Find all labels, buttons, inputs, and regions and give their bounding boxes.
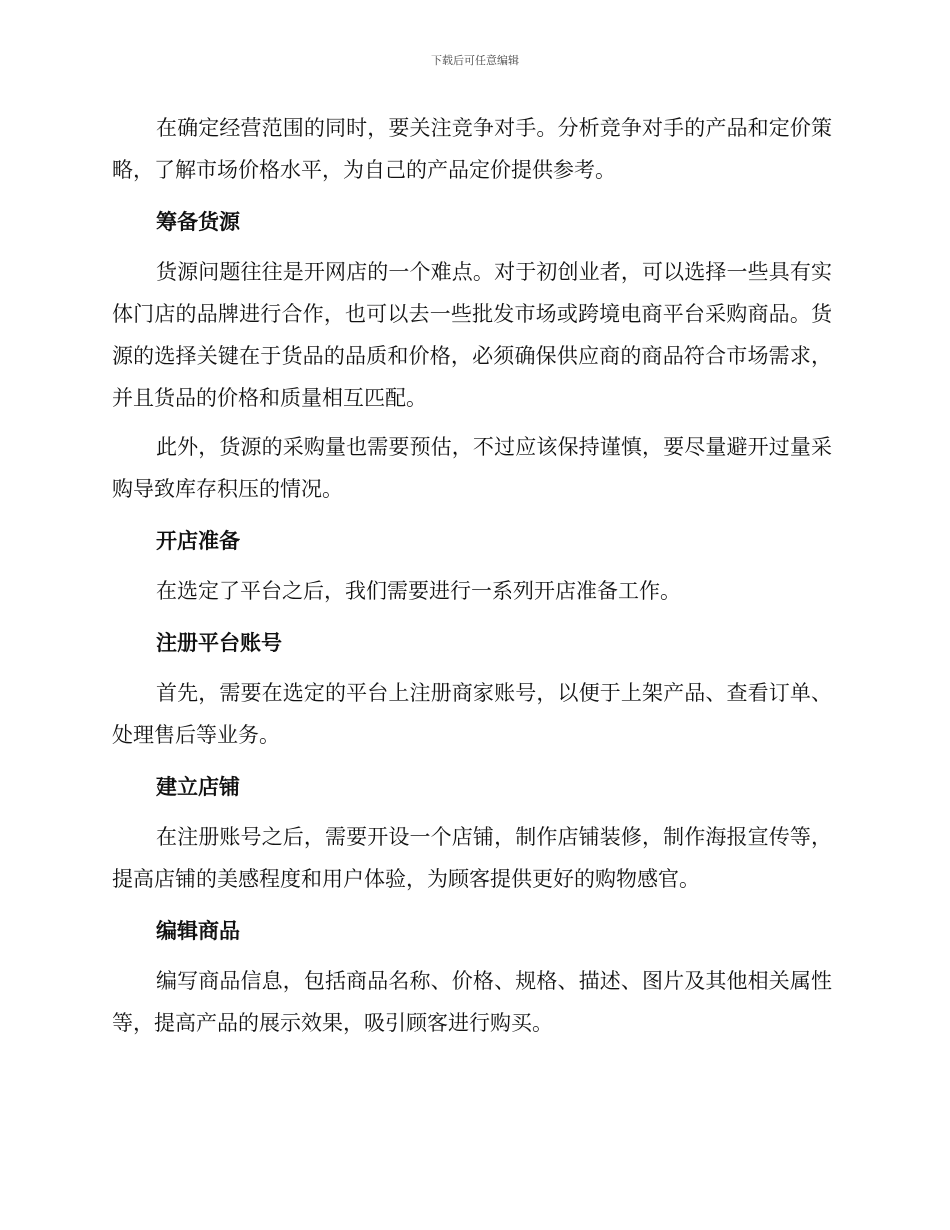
section-heading-sourcing: 筹备货源 <box>156 210 240 234</box>
paragraph-register-account: 首先，需要在选定的平台上注册商家账号，以便于上架产品、查看订单、处理售后等业务。 <box>112 681 832 747</box>
section-heading-edit-products: 编辑商品 <box>156 919 240 943</box>
paragraph-sourcing: 货源问题往往是开网店的一个难点。对于初创业者，可以选择一些具有实体门店的品牌进行合作，也可以去一些批发市场或跨境电商平台采购商品。货源的选择关键在于货品的品质和价格，必须确保供应商的商品符合市场需求，并且货品的价格和质量相互匹配。 <box>112 260 832 410</box>
document-body <box>112 107 832 1051</box>
paragraph-store-prep: 在选定了平台之后，我们需要进行一系列开店准备工作。 <box>156 579 681 603</box>
paragraph-purchase-volume: 此外，货源的采购量也需要预估，不过应该保持谨慎，要尽量避开过量采购导致库存积压的情况。 <box>112 435 832 501</box>
section-heading-register-account: 注册平台账号 <box>156 631 282 655</box>
paragraph-competitor-analysis: 在确定经营范围的同时，要关注竞争对手。分析竞争对手的产品和定价策略，了解市场价格水平，为自己的产品定价提供参考。 <box>112 116 832 182</box>
section-heading-store-prep: 开店准备 <box>156 529 240 553</box>
paragraph-edit-products: 编写商品信息，包括商品名称、价格、规格、描述、图片及其他相关属性等，提高产品的展示效果，吸引顾客进行购买。 <box>112 969 832 1035</box>
section-heading-build-store: 建立店铺 <box>156 775 240 799</box>
paragraph-build-store: 在注册账号之后，需要开设一个店铺，制作店铺装修，制作海报宣传等，提高店铺的美感程度和用户体验，为顾客提供更好的购物感官。 <box>112 825 832 891</box>
page-header: 下载后可任意编辑 <box>431 54 519 67</box>
